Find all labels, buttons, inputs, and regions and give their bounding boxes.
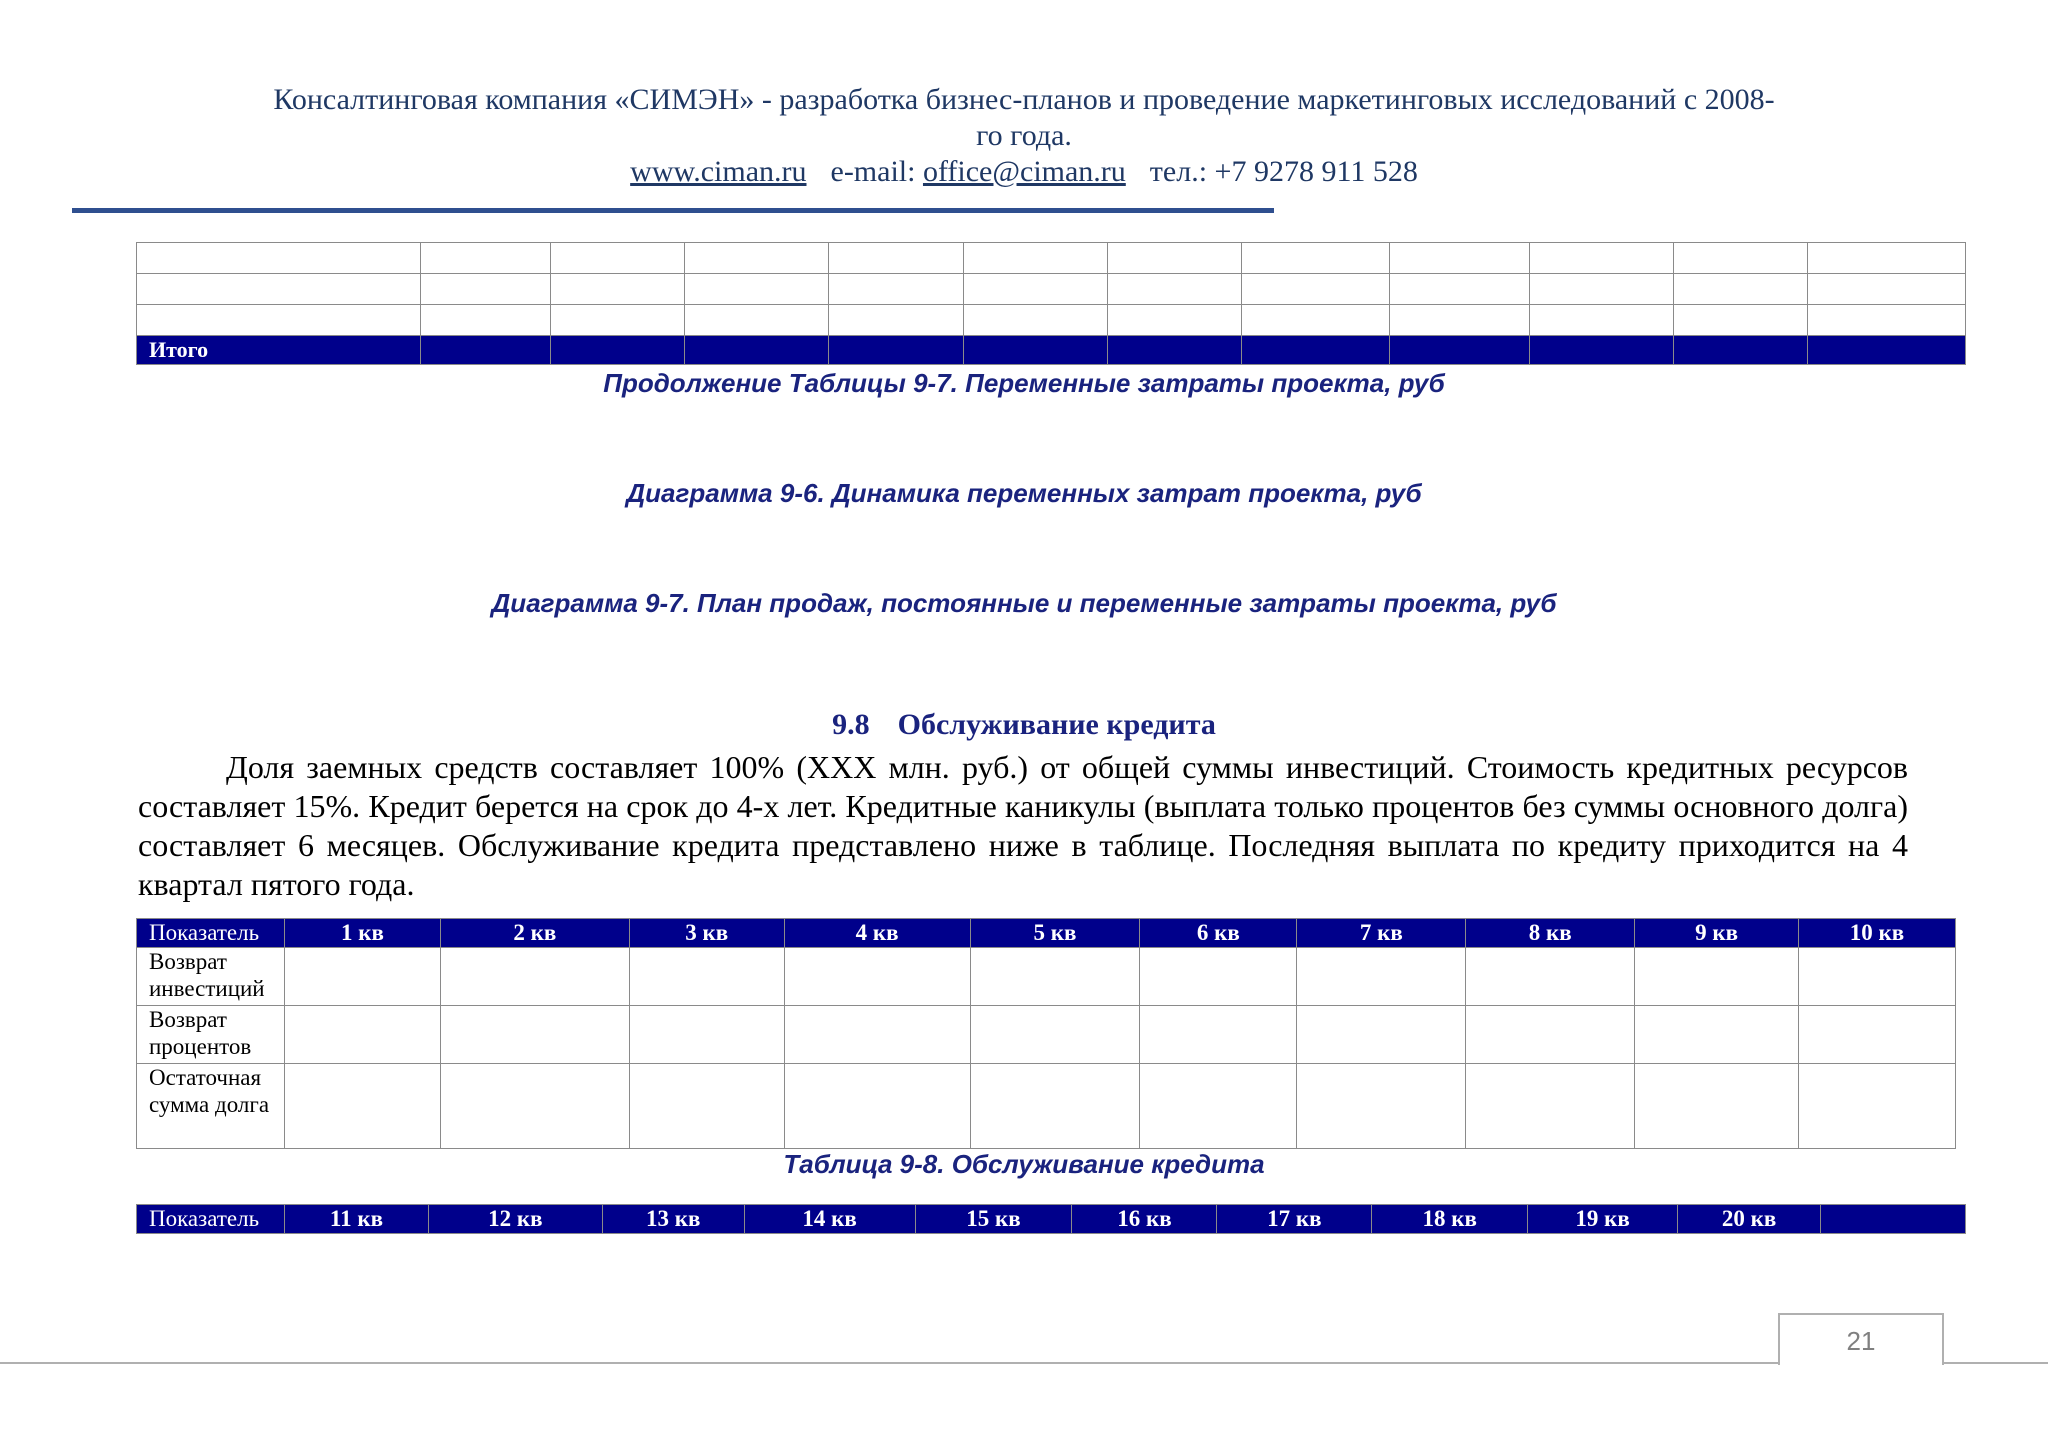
- total-cell: [1808, 336, 1966, 365]
- table-cell: [1108, 274, 1242, 305]
- row-label: Возврат инвестиций: [137, 948, 285, 1006]
- loan-service-table: [136, 918, 1956, 1149]
- quarter-header: 18 кв: [1372, 1205, 1528, 1234]
- table-cell: [1242, 274, 1390, 305]
- table-cell: [1390, 305, 1530, 336]
- table-cell: [284, 1064, 440, 1149]
- table-cell: [963, 274, 1108, 305]
- table-row: [137, 948, 1956, 1006]
- table-cell: [284, 948, 440, 1006]
- table-cell: [1530, 274, 1674, 305]
- quarter-header: [1821, 1205, 1966, 1234]
- quarter-header: 17 кв: [1217, 1205, 1372, 1234]
- table-cell: [784, 1006, 970, 1064]
- quarter-header: 16 кв: [1072, 1205, 1217, 1234]
- table-cell: [550, 305, 684, 336]
- table-cell: [1242, 243, 1390, 274]
- quarter-header: 11 кв: [284, 1205, 428, 1234]
- table-cell: [440, 1064, 629, 1149]
- table-cell: [1140, 948, 1297, 1006]
- table-cell: [1799, 948, 1956, 1006]
- table-cell: [963, 305, 1108, 336]
- diagram-9-7-caption: Диаграмма 9-7. План продаж, постоянные и переменные затраты проекта, руб: [491, 588, 1557, 618]
- quarter-header: 20 кв: [1678, 1205, 1821, 1234]
- table-cell: [420, 305, 550, 336]
- quarter-header: 10 кв: [1799, 919, 1956, 948]
- table-cell: [828, 305, 963, 336]
- table-cell: [1466, 948, 1635, 1006]
- table-cell: [963, 243, 1108, 274]
- table-cell: [1242, 305, 1390, 336]
- section-title: Обслуживание кредита: [897, 708, 1216, 741]
- total-cell: [684, 336, 828, 365]
- quarter-header: 1 кв: [284, 919, 440, 948]
- table-cell: [1674, 305, 1808, 336]
- table-cell: [1808, 274, 1966, 305]
- table-cell: [1297, 1006, 1466, 1064]
- table-cell: [784, 1064, 970, 1149]
- total-cell: [1108, 336, 1242, 365]
- email-link[interactable]: office@ciman.ru: [922, 155, 1126, 188]
- table-cell: [970, 948, 1140, 1006]
- quarter-header: 13 кв: [602, 1205, 744, 1234]
- row-label: Остаточная сумма долга: [137, 1064, 285, 1149]
- quarter-header: 6 кв: [1140, 919, 1297, 948]
- quarter-header: 3 кв: [629, 919, 784, 948]
- quarter-header: 4 кв: [784, 919, 970, 948]
- quarter-header: 19 кв: [1528, 1205, 1678, 1234]
- table-cell: [420, 243, 550, 274]
- table-cell: [1390, 243, 1530, 274]
- table-cell: [137, 243, 421, 274]
- table-cell: [284, 1006, 440, 1064]
- quarter-header: 9 кв: [1635, 919, 1799, 948]
- quarter-header: 14 кв: [744, 1205, 915, 1234]
- table-cell: [784, 948, 970, 1006]
- table-cell: [1297, 1064, 1466, 1149]
- variable-costs-table: [136, 242, 1966, 365]
- table-cell: [137, 274, 421, 305]
- email-label: e-mail:: [830, 155, 916, 188]
- table-row: [137, 305, 1966, 336]
- table-row: [137, 243, 1966, 274]
- row-label: Возврат процентов: [137, 1006, 285, 1064]
- section-number: 9.8: [832, 708, 870, 741]
- quarter-header: 2 кв: [440, 919, 629, 948]
- table-cell: [440, 1006, 629, 1064]
- table-cell: [550, 274, 684, 305]
- footer-rule: [0, 1362, 2048, 1364]
- header-contacts: [150, 154, 1898, 190]
- header-company-line: Консалтинговая компания «СИМЭН» - разработка бизнес-планов и проведение маркетинговых исследований с 2008-: [273, 83, 1775, 116]
- total-cell: [1390, 336, 1530, 365]
- table-cell: [440, 948, 629, 1006]
- table-cell: [629, 948, 784, 1006]
- table-row: [137, 274, 1966, 305]
- table-cell: [1530, 243, 1674, 274]
- total-cell: [963, 336, 1108, 365]
- table-cell: [1808, 243, 1966, 274]
- page-number: 21: [1778, 1313, 1944, 1365]
- table-cell: [1530, 305, 1674, 336]
- table-cell: [629, 1064, 784, 1149]
- table-cell: [550, 243, 684, 274]
- table-cell: [137, 305, 421, 336]
- quarter-header: 12 кв: [428, 1205, 602, 1234]
- table-cell: [1140, 1064, 1297, 1149]
- website-link[interactable]: www.ciman.ru: [630, 155, 807, 188]
- indicator-header: Показатель: [137, 919, 285, 948]
- total-cell: [550, 336, 684, 365]
- table-cell: [1674, 274, 1808, 305]
- table-cell: [420, 274, 550, 305]
- table-cell: [1635, 1064, 1799, 1149]
- quarter-header: 7 кв: [1297, 919, 1466, 948]
- table-cell: [684, 305, 828, 336]
- table-cell: [684, 243, 828, 274]
- table-cell: [1635, 948, 1799, 1006]
- table-cell: [684, 274, 828, 305]
- table-cell: [1390, 274, 1530, 305]
- quarter-header: 15 кв: [915, 1205, 1072, 1234]
- table-9-8-caption: Таблица 9-8. Обслуживание кредита: [783, 1149, 1265, 1179]
- total-cell: [1530, 336, 1674, 365]
- table-cell: [1799, 1006, 1956, 1064]
- table-cell: [970, 1064, 1140, 1149]
- table-cell: [1674, 243, 1808, 274]
- header-divider: [72, 208, 1274, 213]
- document-header: [150, 82, 1898, 190]
- table-cell: [1808, 305, 1966, 336]
- table-cell: [970, 1006, 1140, 1064]
- table-cell: [1799, 1064, 1956, 1149]
- quarter-header: 8 кв: [1466, 919, 1635, 948]
- table-cell: [828, 243, 963, 274]
- table-cell: [828, 274, 963, 305]
- loan-service-table-continued: [136, 1204, 1966, 1234]
- table-cell: [1466, 1064, 1635, 1149]
- total-cell: [420, 336, 550, 365]
- table-cell: [1108, 243, 1242, 274]
- total-row: [137, 336, 1966, 365]
- total-cell: [1242, 336, 1390, 365]
- table-cell: [1140, 1006, 1297, 1064]
- table-9-7-caption: Продолжение Таблицы 9-7. Переменные затраты проекта, руб: [603, 368, 1445, 398]
- indicator-header: Показатель: [137, 1205, 285, 1234]
- table-cell: [1466, 1006, 1635, 1064]
- table-row: [137, 1064, 1956, 1149]
- table-cell: [629, 1006, 784, 1064]
- header-company-line-cont: го года.: [976, 119, 1072, 152]
- table-row: [137, 1006, 1956, 1064]
- table-cell: [1297, 948, 1466, 1006]
- total-cell: [828, 336, 963, 365]
- quarter-header: 5 кв: [970, 919, 1140, 948]
- body-paragraph: Доля заемных средств составляет 100% (XXX млн. руб.) от общей суммы инвестиций. Стоимость кредитных ресурсов составляет 15%. Кредит берется на срок до 4-х лет. Кредитные каникулы (выплата только процентов без суммы основного долга) составляет 6 месяцев. Обслуживание кредита представлено ниже в таблице. Последняя выплата по кредиту приходится на 4 квартал пятого года.: [138, 749, 1908, 902]
- section-heading: [0, 708, 2048, 742]
- diagram-9-6-caption: Диаграмма 9-6. Динамика переменных затрат проекта, руб: [626, 478, 1422, 508]
- total-cell: [1674, 336, 1808, 365]
- table-cell: [1635, 1006, 1799, 1064]
- phone-text: тел.: +7 9278 911 528: [1149, 155, 1418, 188]
- total-label: Итого: [137, 336, 421, 365]
- table-cell: [1108, 305, 1242, 336]
